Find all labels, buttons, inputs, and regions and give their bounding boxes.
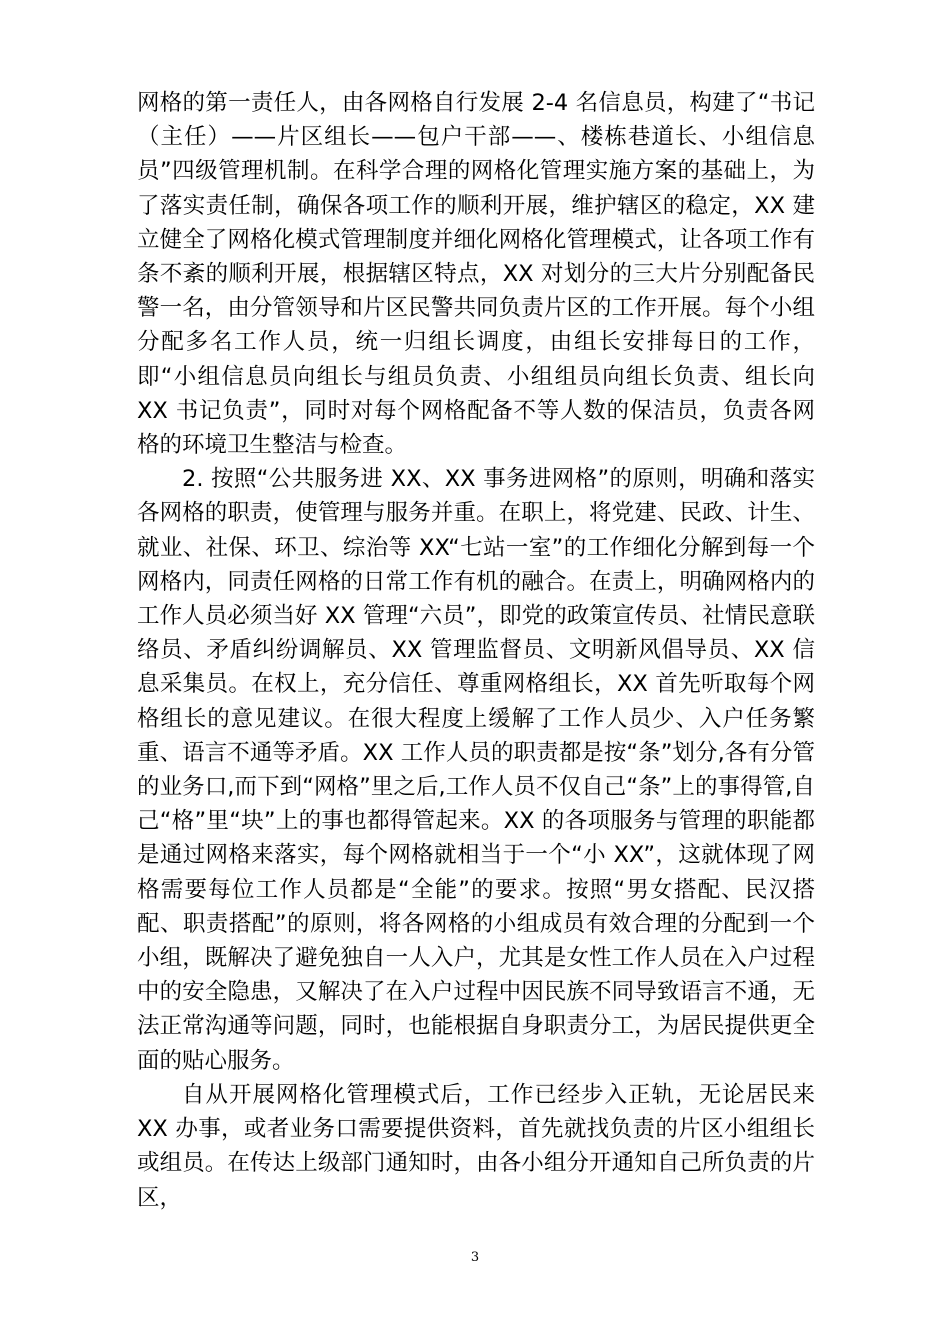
paragraph-grid-management-results: 自从开展网格化管理模式后，工作已经步入正轨，无论居民来 XX 办事，或者业务口需要提供资料，首先就找负责的片区小组组长或组员。在传达上级部门通知时，由各小组分开通知自己所负责的片区， [137, 1081, 815, 1211]
page-number: 3 [470, 1250, 480, 1265]
body-text [137, 86, 815, 1215]
paragraph-public-service-principle: 2. 按照“公共服务进 XX、XX 事务进网格”的原则，明确和落实各网格的职责，使管理与服务并重。在职上，将党建、民政、计生、就业、社保、环卫、综治等 XX“七站一室”的工作细化分解到每一个网格内，同责任网格的日常工作有机的融合。在责上，明确网格内的工作人员必须当好 XX 管理“六员”，即党的政策宣传员、社情民意联络员、矛盾纠纷调解员、XX 管理监督员、文明新风倡导员、XX 信息采集员。在权上，充分信任、尊重网格组长，XX 首先听取每个网格组长的意见建议。在很大程度上缓解了工作人员少、入户任务繁重、语言不通等矛盾。XX 工作人员的职责都是按“条”划分,各有分管的业务口,而下到“网格”里之后,工作人员不仅自己“条”上的事得管,自己“格”里“块”上的事也都得管起来。XX 的各项服务与管理的职能都是通过网格来落实，每个网格就相当于一个“小 XX”，这就体现了网格需要每位工作人员都是“全能”的要求。按照“男女搭配、民汉搭配、职责搭配”的原则，将各网格的小组成员有效合理的分配到一个小组，既解决了避免独自一人入户，尤其是女性工作人员在入户过程中的安全隐患，又解决了在入户过程中因民族不同导致语言不通，无法正常沟通等问题，同时，也能根据自身职责分工，为居民提供更全面的贴心服务。 [137, 466, 815, 1074]
paragraph-grid-responsibility: 网格的第一责任人，由各网格自行发展 2-4 名信息员，构建了“书记（主任）——片区组长——包户干部——、楼栋巷道长、小组信息员”四级管理机制。在科学合理的网格化管理实施方案的基础上，为了落实责任制，确保各项工作的顺利开展，维护辖区的稳定，XX 建立健全了网格化模式管理制度并细化网格化管理模式，让各项工作有条不紊的顺利开展，根据辖区特点，XX 对划分的三大片分别配备民警一名，由分管领导和片区民警共同负责片区的工作开展。每个小组分配多名工作人员，统一归组长调度，由组长安排每日的工作，即“小组信息员向组长与组员负责、小组组员向组长负责、组长向 XX 书记负责”，同时对每个网格配备不等人数的保洁员，负责各网格的环境卫生整洁与检查。 [137, 90, 815, 459]
